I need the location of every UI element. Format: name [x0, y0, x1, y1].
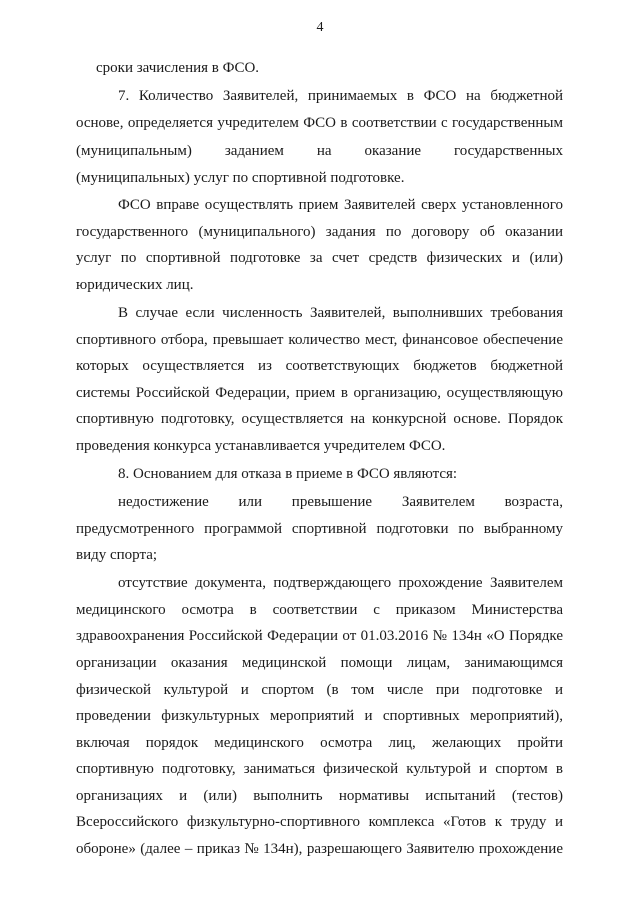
- text-line: виду спорта;: [76, 547, 158, 563]
- text-line: 8. Основанием для отказа в приеме в ФСО являются:: [118, 466, 458, 482]
- text-line: организациях и (или) выполнить нормативы испытаний (тестов): [76, 788, 563, 804]
- text-line: спортивную подготовку, осуществляется на конкурсной основе. Порядок: [76, 411, 563, 427]
- text-line: проведении физкультурных мероприятий и спортивных мероприятий),: [76, 708, 563, 724]
- text-line: [76, 143, 563, 160]
- text-line: организации оказания медицинской помощи лицам, занимающимся: [76, 655, 563, 671]
- text-line: (муниципальных) услуг по спортивной подготовке.: [76, 170, 405, 186]
- word: заданием: [224, 143, 284, 159]
- text-line: включая порядок медицинского осмотра лиц, желающих пройти: [76, 735, 563, 751]
- text-line: государственного (муниципального) задания по договору об оказании: [76, 224, 563, 240]
- page-number: 4: [316, 20, 324, 35]
- text-line: системы Российской Федерации, прием в организацию, осуществляющую: [76, 385, 563, 401]
- text-line: отсутствие документа, подтверждающего прохождение Заявителем: [118, 575, 563, 591]
- word: недостижение: [118, 494, 209, 510]
- text-line: физической культурой и спортом (в том числе при подготовке и: [76, 682, 563, 698]
- text-line: обороне» (далее – приказ № 134н), разрешающего Заявителю прохождение: [76, 841, 563, 857]
- text-line: предусмотренного программой спортивной подготовки по выбранному: [76, 521, 563, 537]
- text-line: юридических лиц.: [76, 277, 194, 293]
- text-line: 7. Количество Заявителей, принимаемых в ФСО на бюджетной: [118, 88, 563, 104]
- text-line: спортивную подготовку, заниматься физической культурой и спортом в: [76, 761, 563, 777]
- word: возраста,: [504, 494, 563, 510]
- word: на: [316, 143, 332, 159]
- text-line: сроки зачисления в ФСО.: [96, 60, 260, 76]
- text-line: В случае если численность Заявителей, выполнивших требования: [118, 305, 563, 321]
- word: Заявителем: [401, 494, 475, 510]
- text-line: которых осуществляется из соответствующих бюджетов бюджетной: [76, 358, 563, 374]
- text-line: основе, определяется учредителем ФСО в соответствии с государственным: [76, 115, 563, 131]
- text-line: ФСО вправе осуществлять прием Заявителей сверх установленного: [118, 197, 563, 213]
- word: или: [238, 494, 263, 510]
- word: государственных: [454, 143, 563, 159]
- word: превышение: [291, 494, 373, 510]
- word: оказание: [364, 143, 422, 159]
- word: (муниципальным): [76, 143, 192, 159]
- text-line: проведения конкурса устанавливается учредителем ФСО.: [76, 438, 446, 454]
- text-line: услуг по спортивной подготовке за счет средств физических и (или): [76, 250, 563, 266]
- text-line: здравоохранения Российской Федерации от 01.03.2016 № 134н «О Порядке: [76, 628, 563, 644]
- text-line: медицинского осмотра в соответствии с приказом Министерства: [76, 602, 563, 618]
- text-line: спортивного отбора, превышает количество мест, финансовое обеспечение: [76, 332, 563, 348]
- text-line: [118, 494, 563, 511]
- text-line: Всероссийского физкультурно-спортивного комплекса «Готов к труду и: [76, 814, 563, 830]
